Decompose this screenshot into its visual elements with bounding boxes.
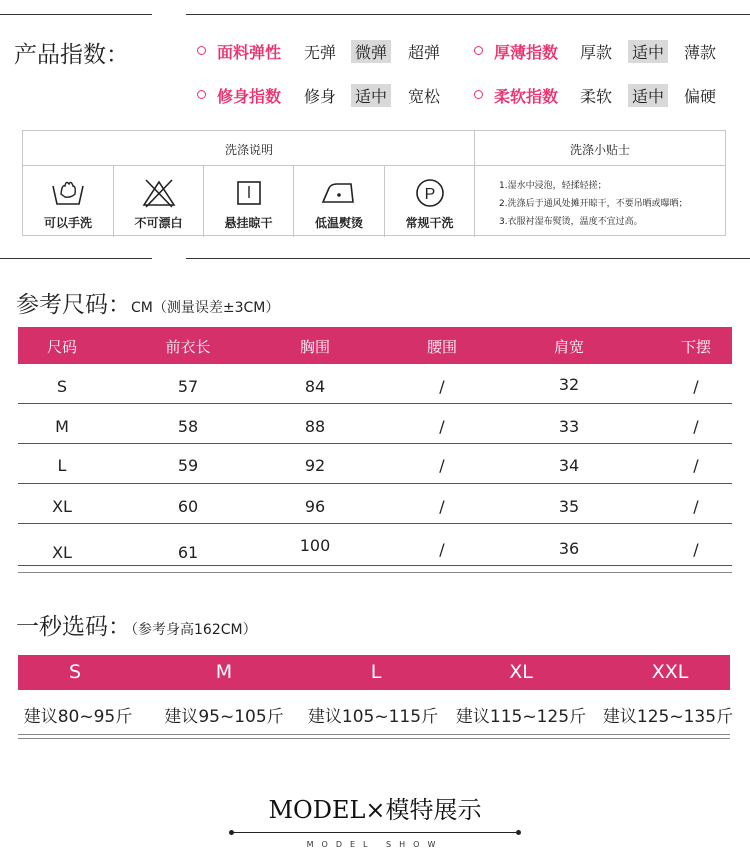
wash-label: 可以手洗 xyxy=(43,216,92,230)
hang-dry-icon xyxy=(235,178,263,208)
model-underline xyxy=(232,832,518,833)
size-cell: 58 xyxy=(177,417,199,436)
pick-subtitle: （参考身高162CM） xyxy=(131,622,257,638)
size-cell: / xyxy=(693,377,699,396)
size-row xyxy=(18,484,732,524)
pick-size: M xyxy=(215,661,233,683)
wash-cell xyxy=(23,166,114,237)
size-cell: 57 xyxy=(177,377,199,396)
index-label: 柔软指数 xyxy=(494,87,559,106)
model-subtitle: MODEL SHOW xyxy=(306,840,444,849)
pick-size: XL xyxy=(509,661,533,683)
index-option: 无弹 xyxy=(304,43,337,62)
size-cell: / xyxy=(439,417,445,436)
size-cell: XL xyxy=(52,543,72,562)
pick-title: 一秒选码： xyxy=(16,614,131,640)
section-divider-left xyxy=(0,258,152,259)
wash-cell xyxy=(114,166,204,237)
index-option-selected: 适中 xyxy=(351,84,391,107)
circle-icon xyxy=(197,46,206,55)
pick-weight: 建议95~105斤 xyxy=(164,707,284,727)
size-cell: XL xyxy=(52,497,72,516)
index-row-elasticity xyxy=(197,40,457,62)
size-row xyxy=(18,404,732,444)
hand-wash-icon xyxy=(51,178,85,208)
model-title: MODEL×模特展示 xyxy=(268,796,482,824)
section-divider-right xyxy=(186,258,750,259)
size-cell: 33 xyxy=(558,417,580,436)
size-cell: 60 xyxy=(177,497,199,516)
no-bleach-icon xyxy=(140,178,178,208)
wash-header-tips: 洗涤小贴士 xyxy=(569,143,630,157)
pick-section-title xyxy=(16,608,257,641)
index-option: 超弹 xyxy=(408,43,441,62)
size-col-header: 尺码 xyxy=(46,338,78,356)
tip-line: 2.洗涤后于通风处摊开晾干，不要吊晒或曝晒； xyxy=(499,199,688,209)
size-cell: / xyxy=(439,497,445,516)
index-label: 修身指数 xyxy=(217,87,282,106)
index-label: 面料弹性 xyxy=(217,43,282,62)
size-col-header: 下摆 xyxy=(680,338,712,356)
size-cell: 96 xyxy=(304,497,326,516)
index-row-softness xyxy=(474,84,734,106)
size-cell: / xyxy=(693,497,699,516)
index-option: 薄款 xyxy=(684,43,717,62)
size-cell: / xyxy=(439,540,445,559)
size-cell: L xyxy=(57,456,67,475)
size-cell: / xyxy=(693,540,699,559)
size-table-bottom xyxy=(18,572,732,573)
size-cell: 36 xyxy=(558,539,580,558)
wash-cell xyxy=(294,166,385,237)
size-cell: 92 xyxy=(304,456,326,475)
index-option-selected: 适中 xyxy=(628,40,668,63)
top-divider-right xyxy=(186,14,750,15)
pick-table-bottom xyxy=(18,734,730,735)
circle-icon xyxy=(197,90,206,99)
index-option-selected: 微弹 xyxy=(351,40,391,63)
dry-clean-icon xyxy=(414,178,446,210)
wash-tips xyxy=(499,177,688,231)
index-row-fit xyxy=(197,84,457,106)
size-title: 参考尺码： xyxy=(16,292,131,318)
low-iron-icon xyxy=(319,178,359,208)
circle-icon xyxy=(474,46,483,55)
size-cell: 32 xyxy=(558,375,580,394)
pick-size: XXL xyxy=(651,661,689,683)
size-cell: / xyxy=(693,417,699,436)
index-row-thickness xyxy=(474,40,734,62)
size-cell: 84 xyxy=(304,377,326,396)
wash-label: 悬挂晾干 xyxy=(224,216,273,230)
size-row xyxy=(18,524,732,566)
pick-weight: 建议125~135斤 xyxy=(602,707,734,727)
size-cell: S xyxy=(56,377,68,396)
size-table-header xyxy=(18,327,732,364)
size-cell: / xyxy=(439,456,445,475)
top-divider-left xyxy=(0,14,152,15)
wash-cell xyxy=(385,166,475,237)
index-option: 柔软 xyxy=(580,87,613,106)
pick-table-header xyxy=(18,655,730,690)
index-option: 修身 xyxy=(304,87,337,106)
size-cell: / xyxy=(693,456,699,475)
index-title: 产品指数： xyxy=(14,42,129,68)
size-row xyxy=(18,444,732,484)
size-cell: 88 xyxy=(304,417,326,436)
size-col-header: 腰围 xyxy=(426,338,458,356)
wash-label: 低温熨烫 xyxy=(314,216,363,230)
pick-size: L xyxy=(370,661,382,683)
size-cell: 35 xyxy=(558,497,580,516)
index-label: 厚薄指数 xyxy=(494,43,559,62)
size-cell: / xyxy=(439,377,445,396)
wash-table xyxy=(22,130,726,236)
tip-line: 3.衣服衬湿布熨烫，温度不宜过高。 xyxy=(499,217,643,227)
pick-weight: 建议80~95斤 xyxy=(23,707,133,727)
size-col-header: 前衣长 xyxy=(165,338,211,356)
index-option: 厚款 xyxy=(580,43,613,62)
circle-icon xyxy=(474,90,483,99)
wash-label: 常规干洗 xyxy=(405,216,454,230)
wash-cell xyxy=(204,166,294,237)
pick-weight: 建议115~125斤 xyxy=(455,707,587,727)
pick-size: S xyxy=(68,661,82,683)
size-section-title xyxy=(16,286,279,319)
size-col-header: 胸围 xyxy=(299,338,331,356)
size-col-header: 肩宽 xyxy=(553,338,585,356)
pick-weight: 建议105~115斤 xyxy=(307,707,439,727)
wash-header-instructions: 洗涤说明 xyxy=(224,143,273,157)
size-cell: 59 xyxy=(177,456,199,475)
underline-dot-left xyxy=(229,830,234,835)
size-cell: 34 xyxy=(558,456,580,475)
wash-label: 不可漂白 xyxy=(134,216,183,230)
size-subtitle: CM（测量误差±3CM） xyxy=(131,300,280,316)
index-option-selected: 适中 xyxy=(628,84,668,107)
index-option: 宽松 xyxy=(408,87,441,106)
index-option: 偏硬 xyxy=(684,87,717,106)
size-row xyxy=(18,364,732,404)
size-cell: 100 xyxy=(299,536,331,555)
svg-text:P: P xyxy=(424,186,435,203)
tip-line: 1.湿水中浸泡，轻揉轻搓； xyxy=(499,181,607,191)
pick-table-bottom-2 xyxy=(18,738,730,739)
underline-dot-right xyxy=(516,830,521,835)
size-cell: 61 xyxy=(177,543,199,562)
size-cell: M xyxy=(55,417,69,436)
